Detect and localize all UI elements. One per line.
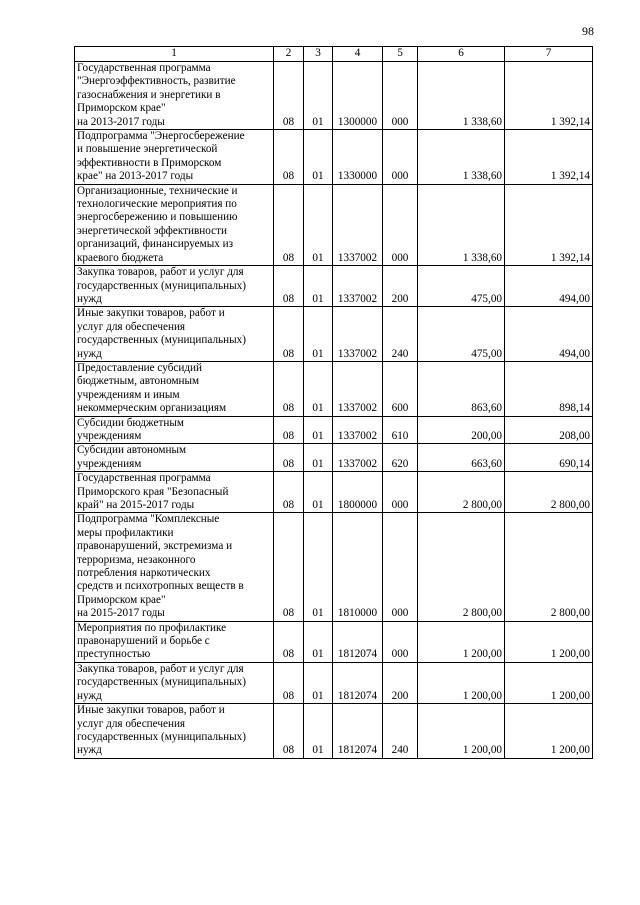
cell-subsection: 01: [304, 184, 333, 265]
table-row: [75, 307, 593, 362]
cell-subsection: 01: [304, 513, 333, 621]
cell-subsection: 01: [304, 130, 333, 185]
cell-subsection: 01: [304, 472, 333, 513]
cell-name: Государственная программа "Энергоэффективность, развитие газоснабжения и энергетики в Приморском крае" на 2013-2017 годы: [75, 62, 274, 130]
cell-section: 08: [274, 307, 304, 362]
cell-expense-type: 000: [383, 130, 418, 185]
cell-name: Иные закупки товаров, работ и услуг для обеспечения государственных (муниципальных) нужд: [75, 704, 274, 759]
cell-amount-col6: 1 200,00: [418, 704, 505, 759]
cell-target-code: 1810000: [333, 513, 383, 621]
cell-section: 08: [274, 472, 304, 513]
cell-section: 08: [274, 130, 304, 185]
cell-expense-type: 000: [383, 184, 418, 265]
cell-amount-col7: 690,14: [505, 444, 593, 472]
cell-target-code: 1330000: [333, 130, 383, 185]
cell-section: 08: [274, 416, 304, 444]
cell-amount-col6: 200,00: [418, 416, 505, 444]
cell-name: Закупка товаров, работ и услуг для государственных (муниципальных) нужд: [75, 662, 274, 703]
cell-expense-type: 610: [383, 416, 418, 444]
cell-target-code: 1337002: [333, 184, 383, 265]
cell-amount-col6: 2 800,00: [418, 513, 505, 621]
cell-target-code: 1812074: [333, 704, 383, 759]
cell-subsection: 01: [304, 307, 333, 362]
col-header-7: 7: [505, 47, 593, 62]
cell-amount-col7: 2 800,00: [505, 472, 593, 513]
cell-target-code: 1337002: [333, 307, 383, 362]
cell-name: Мероприятия по профилактике правонарушений и борьбе с преступностью: [75, 621, 274, 662]
cell-expense-type: 200: [383, 266, 418, 307]
cell-expense-type: 000: [383, 513, 418, 621]
cell-amount-col6: 475,00: [418, 307, 505, 362]
table-row: [75, 416, 593, 444]
table-header: [75, 47, 593, 62]
col-header-2: 2: [274, 47, 304, 62]
cell-section: 08: [274, 266, 304, 307]
cell-expense-type: 200: [383, 662, 418, 703]
cell-subsection: 01: [304, 266, 333, 307]
cell-target-code: 1337002: [333, 266, 383, 307]
table-row: [75, 444, 593, 472]
cell-section: 08: [274, 513, 304, 621]
table-row: [75, 513, 593, 621]
col-header-4: 4: [333, 47, 383, 62]
cell-expense-type: 240: [383, 704, 418, 759]
table-row: [75, 472, 593, 513]
cell-name: Закупка товаров, работ и услуг для государственных (муниципальных) нужд: [75, 266, 274, 307]
cell-expense-type: 000: [383, 621, 418, 662]
cell-expense-type: 240: [383, 307, 418, 362]
cell-amount-col7: 208,00: [505, 416, 593, 444]
cell-amount-col6: 1 338,60: [418, 184, 505, 265]
table-row: [75, 361, 593, 416]
table-row: [75, 184, 593, 265]
cell-section: 08: [274, 621, 304, 662]
cell-subsection: 01: [304, 704, 333, 759]
cell-target-code: 1812074: [333, 662, 383, 703]
cell-section: 08: [274, 662, 304, 703]
cell-target-code: 1800000: [333, 472, 383, 513]
cell-name: Субсидии бюджетным учреждениям: [75, 416, 274, 444]
table-row: [75, 266, 593, 307]
cell-amount-col7: 1 200,00: [505, 704, 593, 759]
cell-name: Государственная программа Приморского края "Безопасный край" на 2015-2017 годы: [75, 472, 274, 513]
cell-subsection: 01: [304, 662, 333, 703]
table-body: [75, 62, 593, 759]
cell-target-code: 1337002: [333, 361, 383, 416]
cell-name: Субсидии автономным учреждениям: [75, 444, 274, 472]
header-row: [75, 47, 593, 62]
cell-amount-col7: 494,00: [505, 266, 593, 307]
col-header-6: 6: [418, 47, 505, 62]
cell-section: 08: [274, 444, 304, 472]
cell-subsection: 01: [304, 62, 333, 130]
cell-amount-col7: 1 200,00: [505, 621, 593, 662]
cell-amount-col6: 663,60: [418, 444, 505, 472]
cell-subsection: 01: [304, 444, 333, 472]
cell-expense-type: 000: [383, 62, 418, 130]
cell-name: Предоставление субсидий бюджетным, автономным учреждениям и иным некоммерческим организациям: [75, 361, 274, 416]
cell-amount-col7: 898,14: [505, 361, 593, 416]
cell-section: 08: [274, 62, 304, 130]
cell-name: Подпрограмма "Энергосбережение и повышение энергетической эффективности в Приморском крае" на 2013-2017 годы: [75, 130, 274, 185]
table-row: [75, 704, 593, 759]
budget-table: [74, 46, 593, 759]
cell-name: Подпрограмма "Комплексные меры профилактики правонарушений, экстремизма и терроризма, незаконного потребления наркотических средств и психотропных веществ в Приморском крае" на 2015-2017 годы: [75, 513, 274, 621]
cell-amount-col6: 2 800,00: [418, 472, 505, 513]
col-header-3: 3: [304, 47, 333, 62]
cell-expense-type: 600: [383, 361, 418, 416]
cell-section: 08: [274, 361, 304, 416]
cell-amount-col6: 1 200,00: [418, 662, 505, 703]
cell-subsection: 01: [304, 621, 333, 662]
col-header-5: 5: [383, 47, 418, 62]
cell-target-code: 1337002: [333, 444, 383, 472]
cell-amount-col7: 1 392,14: [505, 184, 593, 265]
cell-amount-col7: 1 392,14: [505, 62, 593, 130]
cell-amount-col6: 1 200,00: [418, 621, 505, 662]
cell-section: 08: [274, 704, 304, 759]
cell-amount-col7: 494,00: [505, 307, 593, 362]
cell-amount-col6: 1 338,60: [418, 130, 505, 185]
cell-target-code: 1337002: [333, 416, 383, 444]
table-row: [75, 621, 593, 662]
table-row: [75, 662, 593, 703]
cell-target-code: 1812074: [333, 621, 383, 662]
cell-subsection: 01: [304, 361, 333, 416]
cell-section: 08: [274, 184, 304, 265]
page-number: 98: [582, 24, 594, 38]
cell-amount-col6: 475,00: [418, 266, 505, 307]
cell-target-code: 1300000: [333, 62, 383, 130]
cell-amount-col7: 1 200,00: [505, 662, 593, 703]
col-header-1: 1: [75, 47, 274, 62]
cell-subsection: 01: [304, 416, 333, 444]
cell-amount-col6: 863,60: [418, 361, 505, 416]
cell-expense-type: 000: [383, 472, 418, 513]
cell-expense-type: 620: [383, 444, 418, 472]
cell-amount-col6: 1 338,60: [418, 62, 505, 130]
cell-amount-col7: 1 392,14: [505, 130, 593, 185]
cell-amount-col7: 2 800,00: [505, 513, 593, 621]
cell-name: Организационные, технические и технологические мероприятия по энергосбережению и повышению энергетической эффективности организаций, финансируемых из краевого бюджета: [75, 184, 274, 265]
table-row: [75, 130, 593, 185]
table-row: [75, 62, 593, 130]
cell-name: Иные закупки товаров, работ и услуг для обеспечения государственных (муниципальных) нужд: [75, 307, 274, 362]
